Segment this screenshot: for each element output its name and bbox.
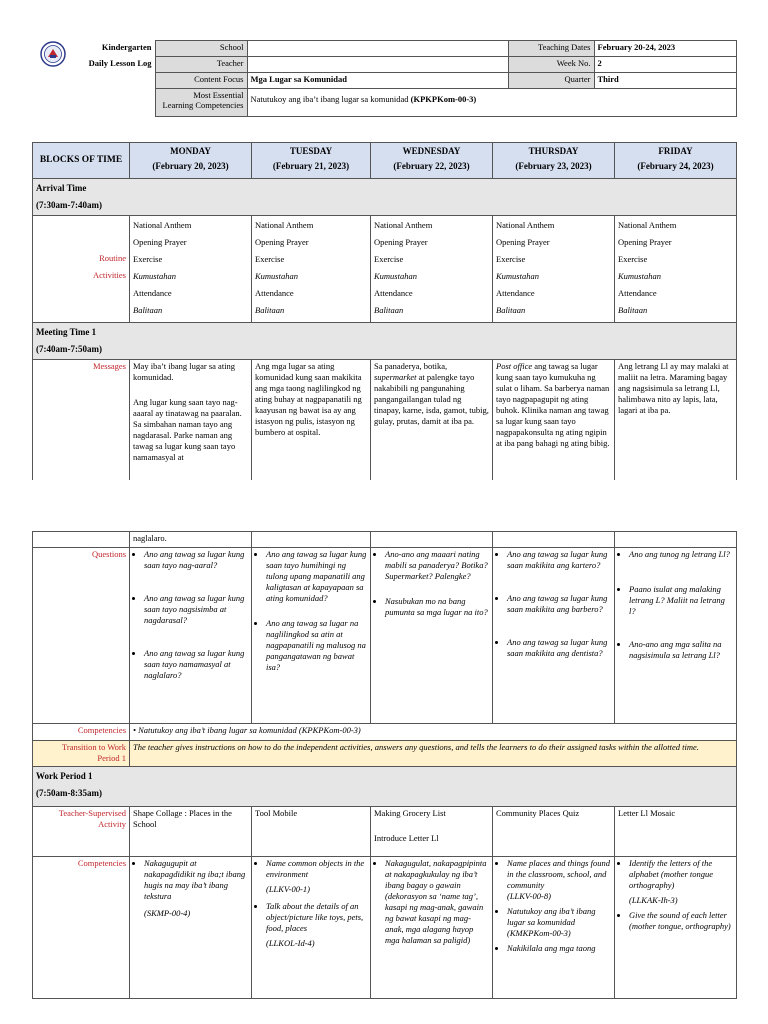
messages-monday: May iba’t ibang lugar sa ating komunidad. Ang lugar kung saan tayo nag-aaaral ay tinatawag na paaralan. Sa simbahan naman tayo ang nagdarasal. Parke naman ang tawag sa lugar kung saan tayo namamasyal at xyxy=(130,360,252,486)
tsa-thursday: Community Places Quiz xyxy=(493,807,615,857)
work-competencies-label: Competencies xyxy=(33,857,130,999)
day-header-monday: MONDAY (February 20, 2023) xyxy=(130,143,252,179)
lesson-table-p2 xyxy=(32,531,737,999)
kindergarten-label: Kindergarten xyxy=(101,41,152,52)
quarter-value: Third xyxy=(594,73,736,89)
work-comp-wednesday: • Nakagugulat, nakapagpipinta at nakapagkukulay ng iba’t ibang bagay o gawain (dekorasyon sa ‘name tag’, kasapi ng mag-anak, gawain ng bawat kasapi ng mag-anak, mga alagang hayop mga halaman sa paligid) xyxy=(371,857,493,999)
day-header-tuesday: TUESDAY (February 21, 2023) xyxy=(252,143,371,179)
work-comp-thursday: • Name places and things found in the classroom, school, and community (LLKV-00-8) • Natutukoy ang iba’t ibang lugar sa komunidad (KMKPKom-00-3) • Nakikilala ang mga taong xyxy=(493,857,615,999)
routine-activities-label: Routine Activities xyxy=(33,216,130,323)
messages-label: Messages xyxy=(33,360,130,486)
questions-friday: • Ano ang tunog ng letrang Ll? • Paano isulat ang malaking letrang L? Maliit na letrang l? • Ano-ano ang mga salita na nagsisimula sa letrang Ll? xyxy=(615,548,737,724)
teacher-label: Teacher xyxy=(155,57,247,73)
melc-value: Natutukoy ang iba’t ibang lugar sa komunidad xyxy=(250,94,409,104)
tsa-friday: Letter Ll Mosaic xyxy=(615,807,737,857)
melc-label-1: Most Essential xyxy=(193,90,244,100)
messages-tuesday: Ang mga lugar sa ating komunidad kung saan makikita ang mga taong naglilingkod ng ating buhay at nagpapanatili ng kaayusan ng bawat isa ay ang istasyon ng pulis, istasyon ng bumbero at ospital. xyxy=(252,360,371,486)
header-table xyxy=(32,40,737,117)
dll-label: Daily Lesson Log xyxy=(88,57,152,68)
teaching-dates-value: February 20-24, 2023 xyxy=(594,41,736,57)
questions-wednesday: • Ano-ano ang maaari nating mabili sa panaderya? Botika? Supermarket? Palengke? • Nasubukan mo na bang pumunta sa mga lugar na ito? xyxy=(371,548,493,724)
page-1 xyxy=(0,0,768,480)
transition-label: Transition to Work Period 1 xyxy=(33,741,130,767)
tsa-tuesday: Tool Mobile xyxy=(252,807,371,857)
routine-monday: National Anthem Opening Prayer Exercise Kumustahan Attendance Balitaan xyxy=(130,216,252,323)
competencies-label: Competencies xyxy=(33,724,130,741)
messages-friday: Ang letrang Ll ay may malaki at maliit na letra. Maraming bagay ang nagsisimula sa letrang Ll, halimbawa nito ay lapis, lata, lagari at iba pa. xyxy=(615,360,737,486)
arrival-time-section: Arrival Time (7:30am-7:40am) xyxy=(33,179,737,216)
day-header-wednesday: WEDNESDAY (February 22, 2023) xyxy=(371,143,493,179)
routine-thursday: National Anthem Opening Prayer Exercise Kumustahan Attendance Balitaan xyxy=(493,216,615,323)
melc-label-2: Learning Competencies xyxy=(162,100,244,110)
questions-thursday: • Ano ang tawag sa lugar kung saan makikita ang kartero? • Ano ang tawag sa lugar kung saan makikita ang barbero? • Ano ang tawag sa lugar kung saan makikita ang dentista? xyxy=(493,548,615,724)
work-period-section: Work Period 1 (7:50am-8:35am) xyxy=(33,767,737,807)
tsa-wednesday: Making Grocery List Introduce Letter Ll xyxy=(371,807,493,857)
lesson-table-p1 xyxy=(32,142,737,486)
tsa-monday: Shape Collage : Places in the School xyxy=(130,807,252,857)
transition-value: The teacher gives instructions on how to do the independent activities, answers any questions, and tells the learners to do their assigned tasks within the allotted time. xyxy=(130,741,737,767)
competencies-value: • Natutukoy ang iba’t ibang lugar sa komunidad (KPKPKom-00-3) xyxy=(130,724,737,741)
content-focus-value: Mga Lugar sa Komunidad xyxy=(247,73,508,89)
work-comp-tuesday: • Name common objects in the environment (LLKV-00-1) • Talk about the details of an object/picture like toys, pets, food, places (LLKOL-Id-4) xyxy=(252,857,371,999)
day-header-friday: FRIDAY (February 24, 2023) xyxy=(615,143,737,179)
melc-code: (KPKPKom-00-3) xyxy=(410,94,477,104)
content-focus-label: Content Focus xyxy=(155,73,247,89)
routine-wednesday: National Anthem Opening Prayer Exercise Kumustahan Attendance Balitaan xyxy=(371,216,493,323)
teacher-value[interactable] xyxy=(247,57,508,73)
teacher-supervised-label: Teacher-Supervised Activity xyxy=(33,807,130,857)
quarter-label: Quarter xyxy=(508,73,594,89)
blocks-of-time-header: BLOCKS OF TIME xyxy=(33,143,130,179)
week-label: Week No. xyxy=(508,57,594,73)
messages-monday-cont: naglalaro. xyxy=(130,532,252,548)
day-header-thursday: THURSDAY (February 23, 2023) xyxy=(493,143,615,179)
messages-thursday: Post office ang tawag sa lugar kung saan tayo kumukuha ng sulat o liham. Sa barberya naman tayo nagpapagupit ng ating buhok. Klinika naman ang tawag sa lugar kung saan tayo nagpapakonsulta ng ating ngipin at iba pang bahagi ng ating bibig. xyxy=(493,360,615,486)
week-value: 2 xyxy=(594,57,736,73)
page-gap xyxy=(0,480,768,528)
questions-label: Questions xyxy=(33,548,130,724)
work-comp-friday: • Identify the letters of the alphabet (mother tongue orthography) (LLKAK-Ih-3) • Give the sound of each letter (mother tongue, orthography) xyxy=(615,857,737,999)
teaching-dates-label: Teaching Dates xyxy=(508,41,594,57)
questions-monday: • Ano ang tawag sa lugar kung saan tayo nag-aaral? • Ano ang tawag sa lugar kung saan tayo nagsisimba at nagdarasal? • Ano ang tawag sa lugar kung saan tayo namamasyal at naglalaro? xyxy=(130,548,252,724)
routine-tuesday: National Anthem Opening Prayer Exercise Kumustahan Attendance Balitaan xyxy=(252,216,371,323)
questions-tuesday: • Ano ang tawag sa lugar kung saan tayo humihingi ng tulong upang mapanatili ang kaligtasan at kapayapaan sa ating komunidad? • Ano ang tawag sa lugar na naglilingkod sa atin at nagpapanatili ng malusog na pangangatawan ng bawat isa? xyxy=(252,548,371,724)
work-comp-monday: • Nakagugupit at nakapagdidikit ng iba;t ibang hugis na may iba’t ibang tekstura (SKMP-00-4) xyxy=(130,857,252,999)
page-2 xyxy=(0,528,768,1024)
routine-friday: National Anthem Opening Prayer Exercise Kumustahan Attendance Balitaan xyxy=(615,216,737,323)
school-value[interactable] xyxy=(247,41,508,57)
messages-wednesday: Sa panaderya, botika, supermarket at palengke tayo nakabibili ng pangunahing pangangailangan tulad ng tinapay, karne, isda, gamot, tubig, gulay, prutas, damit at iba pa. xyxy=(371,360,493,486)
school-label: School xyxy=(155,41,247,57)
meeting-time-section: Meeting Time 1 (7:40am-7:50am) xyxy=(33,323,737,360)
